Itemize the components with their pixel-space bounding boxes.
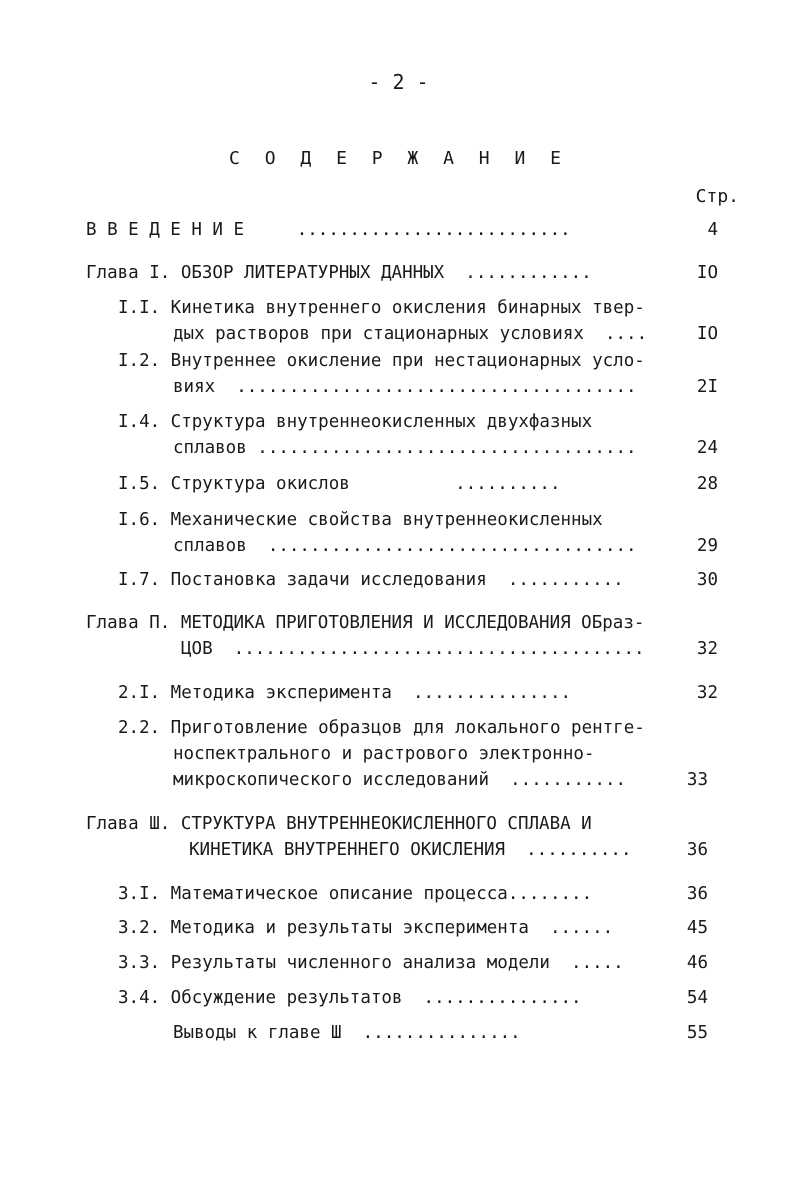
toc-entry-line: I.7. Постановка задачи исследования ........... [118,570,624,590]
toc-page-number: 30 [696,570,718,590]
toc-page-number: 45 [686,918,708,938]
toc-page-number: 28 [696,474,718,494]
toc-entry-line: носпектрального и растрового электронно- [173,744,595,764]
toc-entry-line: ЦОВ ....................................... [181,639,645,659]
toc-entry-line: Выводы к главе Ш ............... [173,1023,521,1043]
toc-entry-line: 3.2. Методика и результаты эксперимента ...... [118,918,614,938]
toc-entry-line: В В Е Д Е Н И Е .......................... [86,220,571,240]
toc-entry-line: Глава П. МЕТОДИКА ПРИГОТОВЛЕНИЯ И ИССЛЕДОВАНИЯ ОБраз- [86,613,645,633]
toc-entry-line: КИНЕТИКА ВНУТРЕННЕГО ОКИСЛЕНИЯ .......... [189,840,632,860]
toc-entry-line: сплавов .................................... [173,438,637,458]
toc-page-number: 55 [686,1023,708,1043]
toc-page-number: 29 [696,536,718,556]
toc-entry-line: микроскопического исследований ........... [173,770,627,790]
toc-page-number: 36 [686,884,708,904]
toc-page-number: 2I [696,377,718,397]
toc-title: С О Д Е Р Ж А Н И Е [229,148,568,169]
toc-entry-line: сплавов ................................... [173,536,637,556]
toc-page-number: 46 [686,953,708,973]
toc-entry-line: Глава I. ОБЗОР ЛИТЕРАТУРНЫХ ДАННЫХ ............ [86,263,592,283]
toc-page-number: 4 [707,220,718,240]
toc-entry-line: 2.I. Методика эксперимента ............... [118,683,572,703]
toc-page-number: 32 [696,639,718,659]
toc-entry-line: I.2. Внутреннее окисление при нестационарных усло- [118,351,645,371]
toc-page-number: 33 [686,770,708,790]
toc-page-number: 54 [686,988,708,1008]
toc-entry-line: I.5. Структура окислов .......... [118,474,561,494]
toc-entry-line: 3.3. Результаты численного анализа модели ..... [118,953,624,973]
toc-entry-line: 2.2. Приготовление образцов для локального рентге- [118,718,645,738]
toc-page-number: IO [696,263,718,283]
toc-entry-line: I.I. Кинетика внутреннего окисления бинарных твер- [118,298,645,318]
page-column-label: Стр. [695,186,739,207]
toc-entry-line: дых растворов при стационарных условиях .... [173,324,648,344]
toc-entry-line: 3.I. Математическое описание процесса........ [118,884,593,904]
toc-entry-line: Глава Ш. СТРУКТУРА ВНУТРЕННЕОКИСЛЕННОГО СПЛАВА И [86,814,592,834]
toc-page-number: 24 [696,438,718,458]
toc-page-number: IO [696,324,718,344]
toc-page-number: 36 [686,840,708,860]
toc-entry-line: 3.4. Обсуждение результатов ............... [118,988,582,1008]
toc-entry-line: виях ...................................... [173,377,637,397]
toc-page-number: 32 [696,683,718,703]
toc-entry-line: I.4. Структура внутреннеокисленных двухфазных [118,412,593,432]
toc-entry-line: I.6. Механические свойства внутреннеокисленных [118,510,603,530]
page-number: - 2 - [368,70,429,94]
